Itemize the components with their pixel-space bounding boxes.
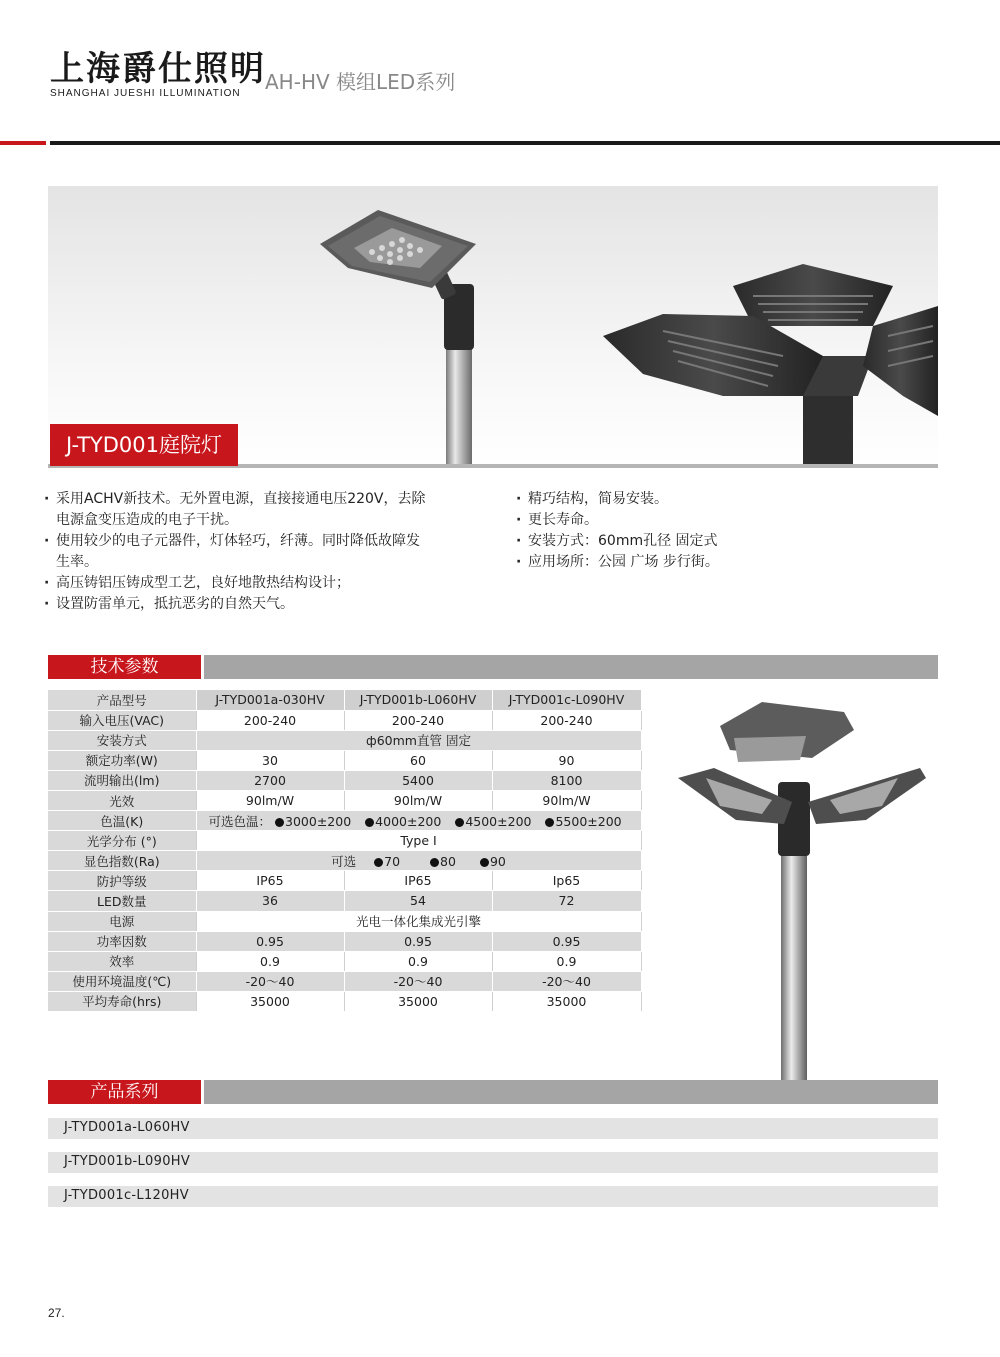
- table-cell: IP65: [344, 871, 492, 891]
- row-label: 流明输出(lm): [48, 770, 196, 790]
- table-cell: [196, 851, 641, 871]
- table-cell: 90lm/W: [492, 790, 641, 810]
- row-label: 输入电压(VAC): [48, 710, 196, 730]
- table-cell: 72: [492, 891, 641, 911]
- series-section-header: [48, 1080, 938, 1104]
- table-row: [48, 971, 641, 991]
- row-label: 平均寿命(hrs): [48, 991, 196, 1011]
- feature-item: · 使用较少的电子元器件，灯体轻巧，纤薄。同时降低故障发: [46, 531, 466, 552]
- feature-item-cont: 电源盒变压造成的电子干扰。: [56, 512, 238, 528]
- bullet-dot-icon: [275, 818, 284, 827]
- spec-section-label: 技术参数: [48, 655, 201, 679]
- table-cell: 200-240: [492, 710, 641, 730]
- table-cell: Ip65: [492, 871, 641, 891]
- table-cell: 0.95: [492, 931, 641, 951]
- feature-item-cont: 生率。: [56, 554, 98, 570]
- page-number: 27.: [48, 1306, 65, 1320]
- row-label: 光效: [48, 790, 196, 810]
- row-label: 光学分布 (°): [48, 831, 196, 851]
- cct-prefix: 可选色温：: [208, 813, 272, 829]
- feature-item: · 设置防雷单元，抵抗恶劣的自然天气。: [46, 594, 466, 615]
- row-label: 安装方式: [48, 730, 196, 750]
- cluster-lamp-illustration: [603, 246, 938, 468]
- table-cell: 35000: [196, 991, 344, 1011]
- table-cell: 200-240: [196, 710, 344, 730]
- table-row: [48, 931, 641, 951]
- table-cell: 0.95: [196, 931, 344, 951]
- table-cell: 90lm/W: [196, 790, 344, 810]
- cct-option: 4000±200: [375, 813, 442, 829]
- table-cell: 90lm/W: [344, 790, 492, 810]
- list-item: [48, 1152, 938, 1173]
- table-row: [48, 690, 641, 710]
- feature-list-left: [46, 489, 466, 615]
- header-cell: 产品型号: [48, 690, 196, 710]
- feature-item: · 采用ACHV新技术。无外置电源，直接接通电压220V，去除: [46, 489, 466, 510]
- list-item: [48, 1118, 938, 1139]
- table-row: [48, 891, 641, 911]
- feature-item: · 高压铸铝压铸成型工艺，良好地散热结构设计；: [46, 573, 466, 594]
- table-cell: 0.95: [344, 931, 492, 951]
- table-row: [48, 911, 641, 931]
- table-row: [48, 851, 641, 871]
- cri-option: 80: [440, 853, 456, 869]
- table-row: [48, 811, 641, 831]
- table-cell: 8100: [492, 770, 641, 790]
- table-cell: 90: [492, 750, 641, 770]
- brand-logo-en: SHANGHAI JUESHI ILLUMINATION: [50, 88, 241, 99]
- spec-section-header: [48, 655, 938, 679]
- bullet-dot-icon: [455, 818, 464, 827]
- header-rule-accent: [0, 141, 46, 145]
- triple-head-lamp-illustration: [676, 702, 928, 1080]
- table-cell: 0.9: [492, 951, 641, 971]
- series-item-label: J-TYD001a-L060HV: [64, 1120, 190, 1135]
- row-label: 防护等级: [48, 871, 196, 891]
- table-row: [48, 991, 641, 1011]
- series-title: AH-HV 模组LED系列: [265, 70, 456, 94]
- section-separator: [201, 1080, 204, 1104]
- table-cell: 30: [196, 750, 344, 770]
- table-cell: -20～40: [492, 971, 641, 991]
- table-cell: 60: [344, 750, 492, 770]
- bullet-dot-icon: [365, 818, 374, 827]
- section-separator: [201, 655, 204, 679]
- feature-item: · 更长寿命。: [518, 510, 818, 531]
- table-row: [48, 871, 641, 891]
- cct-option: 5500±200: [555, 813, 622, 829]
- table-cell: ф60mm直管 固定: [196, 730, 641, 750]
- table-row: [48, 750, 641, 770]
- product-title: J-TYD001庭院灯: [50, 424, 238, 466]
- table-cell: 5400: [344, 770, 492, 790]
- table-cell: 35000: [492, 991, 641, 1011]
- cct-option: 4500±200: [465, 813, 532, 829]
- bullet-dot-icon: [480, 858, 489, 867]
- bullet-dot-icon: [374, 858, 383, 867]
- table-row: [48, 730, 641, 750]
- row-label: 色温(K): [48, 811, 196, 831]
- table-cell: [196, 811, 641, 831]
- cri-prefix: 可选: [331, 853, 357, 869]
- feature-item: · 应用场所：公园 广场 步行街。: [518, 552, 818, 573]
- table-cell: 36: [196, 891, 344, 911]
- feature-item: · 安装方式：60mm孔径 固定式: [518, 531, 818, 552]
- table-row: [48, 951, 641, 971]
- feature-item: · 精巧结构，简易安装。: [518, 489, 818, 510]
- row-label: 额定功率(W): [48, 750, 196, 770]
- table-cell: 0.9: [196, 951, 344, 971]
- header-cell: J-TYD001c-L090HV: [492, 690, 641, 710]
- table-cell: 光电一体化集成光引擎: [196, 911, 641, 931]
- header-cell: J-TYD001b-L060HV: [344, 690, 492, 710]
- cct-option: 3000±200: [285, 813, 352, 829]
- bullet-dot-icon: [545, 818, 554, 827]
- table-cell: 54: [344, 891, 492, 911]
- table-cell: 35000: [344, 991, 492, 1011]
- table-cell: -20～40: [344, 971, 492, 991]
- spec-table: [48, 690, 642, 1012]
- bullet-dot-icon: [430, 858, 439, 867]
- table-cell: 200-240: [344, 710, 492, 730]
- table-cell: 0.9: [344, 951, 492, 971]
- header-cell: J-TYD001a-030HV: [196, 690, 344, 710]
- table-cell: Type I: [196, 831, 641, 851]
- brand-logo-cn: 上海爵仕照明: [50, 49, 266, 89]
- table-row: [48, 790, 641, 810]
- series-section-label: 产品系列: [48, 1080, 201, 1104]
- table-cell: IP65: [196, 871, 344, 891]
- cri-option: 90: [489, 853, 506, 869]
- table-row: [48, 770, 641, 790]
- table-row: [48, 831, 641, 851]
- row-label: 电源: [48, 911, 196, 931]
- header-rule: [50, 141, 1000, 145]
- table-cell: 2700: [196, 770, 344, 790]
- series-item-label: J-TYD001c-L120HV: [64, 1188, 189, 1203]
- row-label: 效率: [48, 951, 196, 971]
- row-label: 使用环境温度(℃): [48, 971, 196, 991]
- cri-option: 70: [384, 853, 401, 869]
- feature-list-right: [518, 489, 818, 573]
- row-label: 功率因数: [48, 931, 196, 951]
- row-label: LED数量: [48, 891, 196, 911]
- single-head-lamp-illustration: [308, 196, 508, 468]
- table-row: [48, 710, 641, 730]
- series-item-label: J-TYD001b-L090HV: [64, 1154, 191, 1169]
- row-label: 显色指数(Ra): [48, 851, 196, 871]
- table-cell: -20～40: [196, 971, 344, 991]
- list-item: [48, 1186, 938, 1207]
